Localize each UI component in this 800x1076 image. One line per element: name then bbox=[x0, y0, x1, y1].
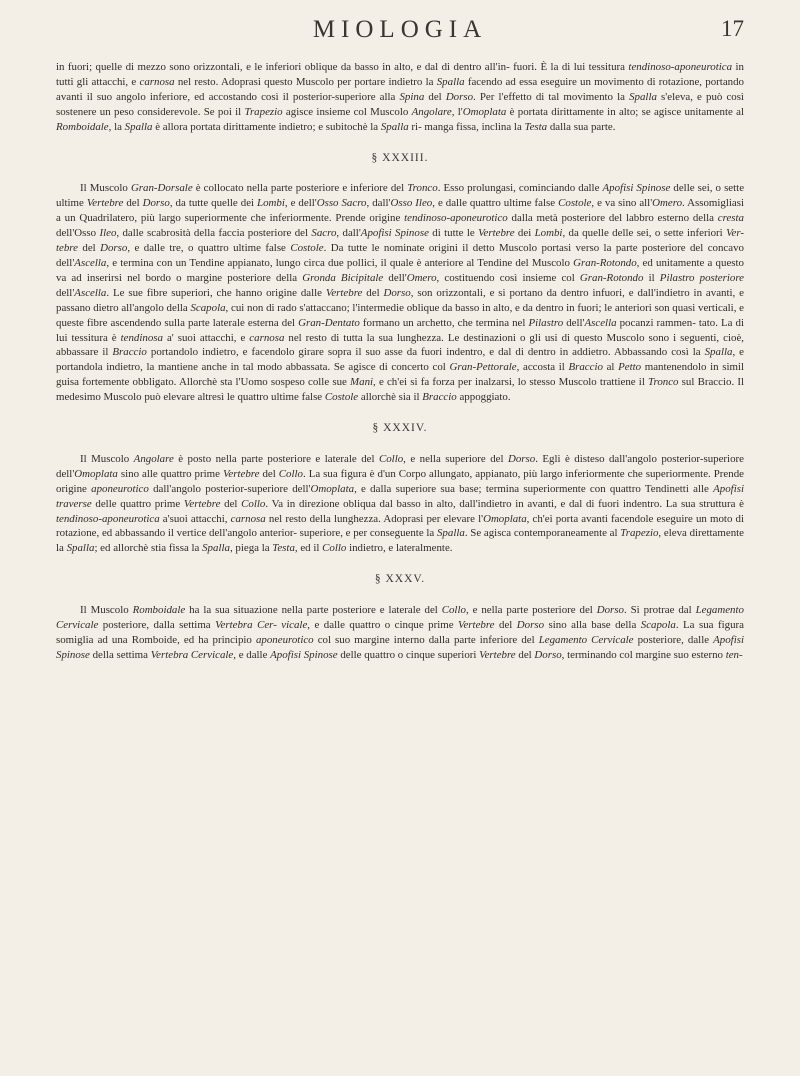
text-run: , dall' bbox=[366, 197, 391, 210]
text-run: , ed unitamente a questo va ad inserirsi nel bordo o margine posteriore della bbox=[56, 256, 744, 284]
italic-term: Dorso bbox=[596, 604, 624, 617]
italic-term: Braccio bbox=[568, 361, 603, 374]
italic-term: Gronda Bicipitale bbox=[302, 271, 384, 284]
text-run: , piega la bbox=[229, 542, 273, 555]
text-run: formano un archetto, che termina nel bbox=[359, 316, 529, 329]
italic-term: Spina bbox=[399, 90, 425, 103]
text-run: , eleva direttamente la bbox=[56, 527, 744, 555]
text-run: pocanzi rammen- tato. La di lui tessitura è bbox=[56, 316, 744, 344]
text-run: sul Braccio. Il medesimo Muscolo può elevare altresì le quattro ultime false bbox=[56, 376, 744, 404]
section-heading: § XXXV. bbox=[374, 573, 426, 586]
italic-term: Apofisi Spinose bbox=[360, 227, 429, 240]
italic-term: Dorso bbox=[507, 452, 536, 465]
italic-term: Gran-Rotondo bbox=[573, 256, 637, 269]
text-run: nel resto di tutta la sua lunghezza. Le destinazioni o gli usi di questo Muscolo sono i seguenti, cioè, abbassare il bbox=[56, 331, 745, 359]
italic-term: ten- bbox=[725, 648, 743, 661]
italic-term: Collo bbox=[378, 452, 404, 465]
section-heading: § XXXIII. bbox=[371, 151, 429, 164]
italic-term: Omoplata bbox=[74, 467, 118, 480]
italic-term: Gran-Dentato bbox=[298, 316, 360, 329]
text-run: in tutti gli attacchi, e bbox=[56, 61, 744, 88]
italic-term: Gran-Dorsale bbox=[130, 182, 193, 195]
text-run: , e ch'ei si fa forza per inalzarsi, lo stesso Muscolo trattiene il bbox=[373, 376, 649, 389]
text-run: del bbox=[259, 467, 279, 480]
text-run: , son orizzontali, e si portano da dentro infuori, e dall'indietro in avanti, e passano dietro all'angolo della bbox=[56, 286, 744, 314]
italic-term: Scapola bbox=[190, 301, 226, 314]
italic-term: Trapezio bbox=[244, 105, 283, 118]
text-run: ri- manga fissa, inclina la bbox=[408, 120, 525, 133]
text-run: del bbox=[424, 90, 446, 103]
text-run: col suo margine interno dalla parte inferiore del bbox=[313, 634, 539, 646]
italic-term: tendinoso-aponeurotico bbox=[404, 212, 508, 225]
text-run: posteriore, dalla settima bbox=[98, 619, 216, 632]
italic-term: Apofisi Spinose bbox=[56, 634, 744, 661]
italic-term: Costole bbox=[290, 242, 324, 255]
italic-term: Petto bbox=[618, 361, 642, 374]
italic-term: Legamento Cervicale bbox=[538, 634, 634, 646]
text-run: nel resto della lunghezza. Adoprasi per elevare l' bbox=[265, 512, 484, 525]
italic-term: Collo bbox=[322, 542, 347, 555]
italic-term: Omoplata bbox=[483, 512, 527, 525]
italic-term: Costole bbox=[324, 391, 359, 404]
text-run: agisce insieme col Muscolo bbox=[282, 105, 412, 118]
italic-term: Dorso bbox=[516, 619, 545, 632]
text-run: , e termina con un Tendine appianato, lungo circa due pollici, il quale è anteriore al Tendine del Muscolo bbox=[106, 256, 574, 269]
italic-term: Vertebre bbox=[222, 467, 260, 480]
italic-term: Dorso bbox=[445, 90, 474, 103]
italic-term: Pilastro bbox=[528, 316, 564, 329]
text-run: del bbox=[494, 619, 517, 632]
italic-term: tendinosa bbox=[120, 331, 163, 344]
italic-term: Gran-Pettorale bbox=[449, 361, 517, 374]
italic-term: Dorso bbox=[383, 286, 411, 299]
text-run: , cui non di rado s'attaccano; l'intermedie oblique da basso in alto, e da dentro in fuori; le anteriori son quasi verticali, e queste fibre ascendendo sulla parte laterale esterna del bbox=[56, 301, 744, 329]
italic-term: Ascella bbox=[74, 286, 107, 299]
italic-term: Spalla bbox=[436, 75, 465, 88]
italic-term: Vertebre bbox=[458, 619, 495, 632]
text-run: appoggiato. bbox=[456, 391, 511, 404]
text-run: indietro, e lateralmente. bbox=[346, 542, 453, 555]
text-run: è collocato nella parte posteriore e inferiore del bbox=[192, 182, 408, 195]
italic-term: Scapola bbox=[640, 619, 676, 632]
text-run: dalla metà posteriore del labbro esterno della bbox=[507, 212, 718, 225]
text-run: , accosta il bbox=[516, 361, 569, 374]
text-run: a'suoi attacchi, bbox=[159, 512, 231, 525]
italic-term: Collo bbox=[241, 497, 266, 510]
text-run: di tutte le bbox=[428, 227, 479, 240]
italic-term: Collo bbox=[441, 604, 466, 617]
italic-term: Collo bbox=[278, 467, 303, 480]
text-run: posteriore, dalle bbox=[633, 634, 714, 646]
text-run: . Esso prolungasi, cominciando dalle bbox=[437, 182, 603, 195]
text-run: , e portandola indietro, la mantiene anche in tal modo abbassata. Se agisce di concerto col bbox=[56, 346, 745, 374]
text-run: . La sua figura somiglia ad una Romboide, ed ha principio bbox=[56, 619, 744, 646]
italic-term: Romboidale bbox=[56, 120, 109, 133]
text-run: nel resto. Adoprasi questo Muscolo per portare indietro la bbox=[174, 75, 437, 88]
text-run: . La sua figura è d'un Corpo allungato, appianato, più largo inferiormente che superiormente. Prende origine bbox=[56, 467, 744, 495]
text-run: del bbox=[362, 286, 384, 299]
text-run: Il Muscolo bbox=[80, 182, 131, 195]
text-run: , ed il bbox=[294, 542, 323, 555]
text-run: , la bbox=[108, 120, 125, 133]
text-run: , l' bbox=[451, 105, 463, 118]
text-run: Il Muscolo bbox=[80, 452, 134, 465]
italic-term: Vertebra Cer- vicale bbox=[215, 619, 308, 632]
italic-term: Vertebre bbox=[325, 286, 363, 299]
running-title: MIOLOGIA bbox=[312, 16, 488, 43]
text-run: . Le sue fibre superiori, che hanno origine dalle bbox=[106, 286, 326, 299]
italic-term: Dorso bbox=[534, 648, 562, 661]
text-run: è allora portata dirittamente indietro; e subitochè la bbox=[152, 120, 381, 133]
italic-term: Costole bbox=[558, 197, 592, 210]
text-run: sino alle quattro prime bbox=[117, 467, 223, 480]
text-run: dei bbox=[514, 227, 535, 240]
italic-term: tendinoso-aponeurotica bbox=[56, 512, 160, 525]
italic-term: aponeurotico bbox=[255, 634, 314, 646]
text-run: Il Muscolo bbox=[80, 604, 133, 617]
italic-term: Omero bbox=[652, 197, 683, 210]
italic-term: Pilastro posteriore bbox=[659, 271, 744, 284]
text-run: il bbox=[643, 271, 660, 284]
italic-term: carnosa bbox=[230, 512, 266, 525]
italic-term: Vertebre bbox=[183, 497, 221, 510]
text-run: , e dalle bbox=[233, 648, 271, 661]
text-run: , costituendo così insieme col bbox=[436, 271, 580, 284]
text-run: portandolo indietro, e facendolo girare sopra il suo asse da fuori indentro, e dal di dentro in addietro. Abbassando così la bbox=[146, 346, 705, 359]
text-run: . Per l'effetto di tal movimento la bbox=[473, 90, 630, 103]
text-run: . Egli è disteso dall'angolo posterior-superiore dell' bbox=[56, 452, 744, 480]
text-run: sino alla base della bbox=[544, 619, 641, 632]
paragraph bbox=[56, 452, 744, 556]
italic-term: Spalla bbox=[436, 527, 465, 540]
text-run: , da quelle delle sei, o sette inferiori bbox=[562, 227, 727, 240]
text-run: dell' bbox=[56, 286, 75, 299]
text-run: dell'Osso bbox=[56, 227, 100, 240]
section-heading: § XXXIV. bbox=[372, 422, 428, 435]
text-run: delle quattro prime bbox=[91, 497, 184, 510]
text-run: . Va in direzione obliqua dal basso in alto, dall'indietro in avanti, e dal di fuori indentro. La sua struttura è bbox=[265, 497, 744, 510]
text-run: delle quattro o cinque superiori bbox=[337, 648, 480, 661]
text-run: , e dalle tre, o quattro ultime false bbox=[127, 242, 291, 255]
text-run: , e va sino all' bbox=[591, 197, 653, 210]
text-run: al bbox=[602, 361, 619, 374]
italic-term: Apofisi traverse bbox=[56, 482, 744, 510]
italic-term: Osso Ileo bbox=[390, 197, 433, 210]
italic-term: Tronco bbox=[648, 376, 679, 389]
text-run: del bbox=[77, 242, 101, 255]
italic-term: Ileo bbox=[99, 227, 117, 240]
italic-term: tendinoso-aponeurotica bbox=[628, 61, 733, 73]
italic-term: Legamento Cervicale bbox=[56, 604, 744, 632]
italic-term: Spalla bbox=[66, 542, 95, 555]
text-run: a' suoi attacchi, e bbox=[162, 331, 250, 344]
page-header bbox=[0, 16, 800, 52]
text-run: dell' bbox=[383, 271, 407, 284]
text-run: del bbox=[515, 648, 535, 661]
italic-term: Angolare bbox=[133, 452, 174, 465]
italic-term: Vertebra Cervicale bbox=[150, 648, 234, 661]
italic-term: aponeurotico bbox=[91, 482, 149, 495]
text-run: , da tutte quelle dei bbox=[169, 197, 258, 210]
italic-term: Testa bbox=[524, 120, 548, 133]
text-run: del bbox=[220, 497, 242, 510]
text-run: . Si protrae dal bbox=[623, 604, 696, 617]
italic-term: Omoplata bbox=[310, 482, 355, 495]
italic-term: Lombi bbox=[534, 227, 563, 240]
text-run: è posto nella parte posteriore e laterale del bbox=[173, 452, 379, 465]
text-run: , terminando col margine suo esterno bbox=[561, 648, 726, 661]
italic-term: Braccio bbox=[422, 391, 457, 404]
text-run: ; ed allorchè stia fissa la bbox=[94, 542, 203, 555]
italic-term: Gran-Rotondo bbox=[579, 271, 644, 284]
italic-term: Dorso bbox=[100, 242, 128, 255]
italic-term: Vertebre bbox=[86, 197, 124, 210]
italic-term: Spalla bbox=[629, 90, 657, 103]
text-run: , e dell' bbox=[284, 197, 317, 210]
italic-term: Vertebre bbox=[479, 648, 516, 661]
italic-term: Spalla bbox=[124, 120, 153, 133]
italic-term: Omero bbox=[406, 271, 437, 284]
italic-term: carnosa bbox=[139, 75, 175, 88]
text-run: , e dalle quattro ultime false bbox=[432, 197, 559, 210]
italic-term: Mani bbox=[350, 376, 374, 389]
italic-term: Testa bbox=[272, 542, 295, 555]
paragraph bbox=[56, 60, 744, 135]
italic-term: Apofisi Spinose bbox=[602, 182, 671, 195]
italic-term: cresta bbox=[717, 212, 744, 225]
italic-term: carnosa bbox=[249, 331, 285, 344]
italic-term: Lombi bbox=[257, 197, 285, 210]
text-run: è portata dirittamente in alto; se agisce unitamente al bbox=[506, 105, 744, 118]
paragraph bbox=[56, 181, 744, 405]
text-run: , e nella parte posteriore del bbox=[465, 604, 597, 617]
text-run: facendo ad essa eseguire un movimento di rotazione, portando avanti il suo angolo inferiore, ed accostando così il posterior-superiore alla bbox=[56, 75, 744, 103]
text-run: delle sei, o sette ultime bbox=[56, 182, 745, 210]
text-run: . Se agisca contemporaneamente al bbox=[464, 527, 621, 540]
text-run: , e dalle quattro o cinque prime bbox=[307, 619, 459, 632]
text-run: , dalle scabrosità della faccia posteriore del bbox=[116, 227, 312, 240]
italic-term: Tronco bbox=[407, 182, 438, 195]
italic-term: Spalla bbox=[704, 346, 733, 359]
text-run: mantenendolo in simil guisa fortemente obbligato. Allorchè sta l'Uomo sospeso colle sue bbox=[56, 361, 744, 389]
text-run: , ch'ei porta avanti facendole eseguire un moto di rotazione, ed abbassando il vertice dell'angolo anterior- superiore, e per conseguente la bbox=[56, 512, 745, 540]
text-run: , e dalla superiore sua base; termina superiormente con quattro Tendinetti alle bbox=[354, 482, 714, 495]
italic-term: Braccio bbox=[112, 346, 147, 359]
italic-term: Omoplata bbox=[462, 105, 507, 118]
italic-term: Sacro bbox=[311, 227, 337, 240]
text-run: . Da tutte le nominate origini il detto Muscolo portasi verso la parte posteriore del concavo dell' bbox=[56, 242, 744, 269]
italic-term: Dorso bbox=[142, 197, 170, 210]
italic-term: Angolare bbox=[411, 105, 452, 118]
text-run: dalla sua parte. bbox=[547, 120, 616, 133]
page-number: 17 bbox=[721, 16, 744, 41]
text-run: , e nella superiore del bbox=[403, 452, 508, 465]
italic-term: Trapezio bbox=[620, 527, 659, 540]
italic-term: Romboidale bbox=[132, 604, 186, 617]
text-run: . Assomigliasi a un Quadrilatero, più largo superiormente che inferiormente. Prende origine bbox=[56, 197, 745, 225]
text-run: dell' bbox=[563, 316, 585, 329]
text-run: , dall' bbox=[336, 227, 361, 240]
text-run: in fuori; quelle di mezzo sono orizzontali, e le inferiori oblique da basso in alto, e dal di dentro all'in- fuori. È la di lui tessitura bbox=[56, 61, 629, 73]
italic-term: Osso Sacro bbox=[316, 197, 367, 210]
italic-term: Ascella bbox=[74, 256, 107, 269]
text-run: ha la sua situazione nella parte posteriore e laterale del bbox=[185, 604, 442, 617]
italic-term: Spalla bbox=[202, 542, 230, 555]
italic-term: Vertebre bbox=[478, 227, 515, 240]
italic-term: Spalla bbox=[380, 120, 409, 133]
text-run: allorchè sia il bbox=[358, 391, 423, 404]
text-run: dall'angolo posterior-superiore dell' bbox=[148, 482, 311, 495]
italic-term: Ver- tebre bbox=[56, 227, 744, 255]
paragraph bbox=[56, 603, 744, 663]
page-body bbox=[56, 60, 744, 663]
text-run: s'eleva, e può così sostenere un peso considerevole. Se poi il bbox=[56, 90, 744, 118]
text-run: della settima bbox=[89, 648, 151, 661]
text-run: del bbox=[123, 197, 143, 210]
italic-term: Ascella bbox=[584, 316, 617, 329]
italic-term: Apofisi Spinose bbox=[270, 648, 338, 661]
